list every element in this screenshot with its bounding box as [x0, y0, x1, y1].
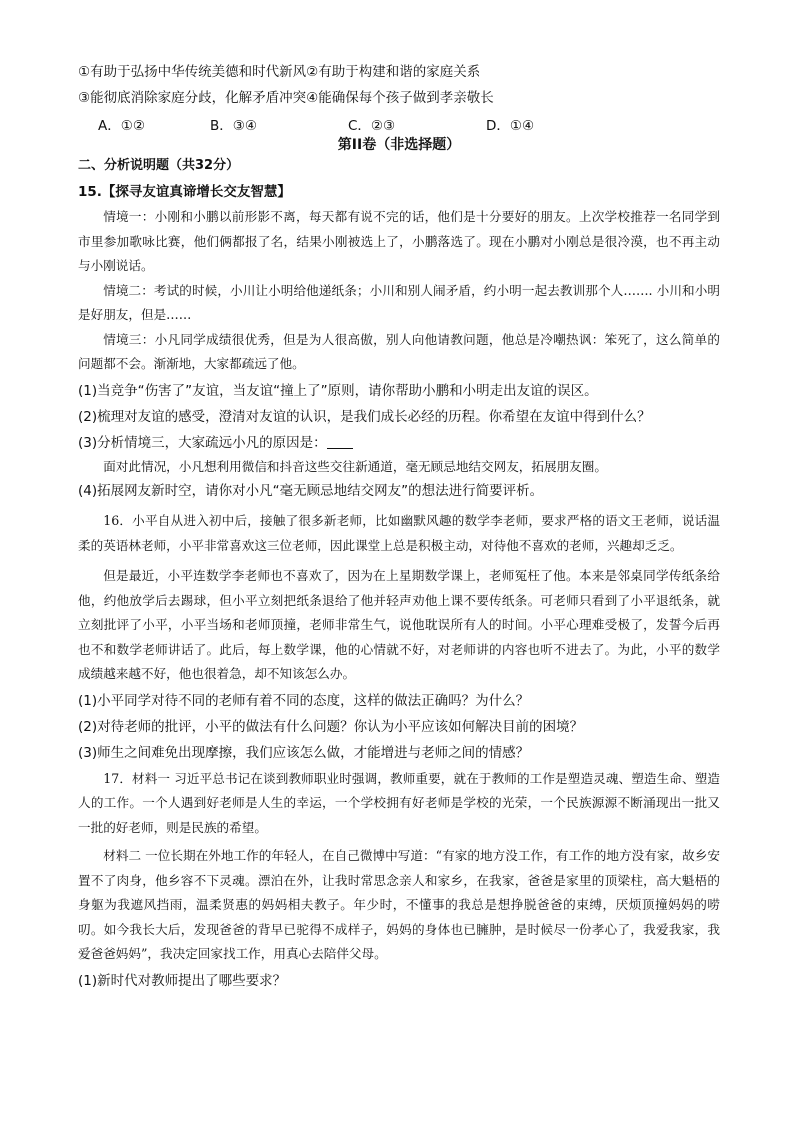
- choice-c: C．②③: [348, 118, 396, 134]
- q15-title: 15.【探寻友谊真谛增长交友智慧】: [78, 184, 291, 200]
- choice-a: A．①②: [98, 118, 145, 134]
- option-statements-line-2: ③能彻底消除家庭分歧，化解矛盾冲突④能确保每个孩子做到孝亲敬长: [78, 90, 494, 106]
- exam-page: [78, 62, 720, 991]
- q15-scene-3: 情境三：小凡同学成绩很优秀，但是为人很高傲，别人向他请教问题，他总是冷嘲热讽：笨死了，这么简单的问题都不会。渐渐地，大家都疏远了他。: [78, 331, 720, 371]
- q15-sub-3-text: (3)分析情境三，大家疏远小凡的原因是：: [78, 434, 327, 451]
- q15-sub-4: (4)拓展网友新时空，请你对小凡“毫无顾忌地结交网友”的想法进行简要评析。: [78, 483, 544, 499]
- section-title: 二、分析说明题（共32分）: [78, 158, 240, 173]
- q15-sub-3: [78, 433, 720, 453]
- option-statements-line-1: ①有助于弘扬中华传统美德和时代新风②有助于构建和谐的家庭关系: [78, 64, 481, 80]
- q17-material-1: 17．材料一 习近平总书记在谈到教师职业时强调，教师重要，就在于教师的工作是塑造灵魂、塑造生命、塑造人的工作。一个人遇到好老师是人生的幸运，一个学校拥有好老师是学校的光荣，一个民族源源不断涌现出一批又一批的好老师，则是民族的希望。: [78, 770, 720, 835]
- q16-sub-2: (2)对待老师的批评，小平的做法有什么问题？你认为小平应该如何解决目前的困境？: [78, 718, 584, 735]
- answer-blank[interactable]: [327, 434, 353, 449]
- volume-title: 第II卷（非选择题）: [337, 137, 461, 153]
- q16-paragraph-1: 16．小平自从进入初中后，接触了很多新老师，比如幽默风趣的数学李老师，要求严格的语文王老师，说话温柔的英语林老师，小平非常喜欢这三位老师，因此课堂上总是积极主动，对待他不喜欢的老师，兴趣却乏乏。: [78, 513, 720, 553]
- q17-sub-1: (1)新时代对教师提出了哪些要求？: [78, 972, 287, 989]
- q15-sub-2: (2)梳理对友谊的感受，澄清对友谊的认识，是我们成长必经的历程。你希望在友谊中得到什么？: [78, 408, 651, 425]
- choice-d: D．①④: [486, 118, 535, 134]
- q15-scene-1: 情境一：小刚和小鹏以前形影不离，每天都有说不完的话，他们是十分要好的朋友。上次学校推荐一名同学到市里参加歌咏比赛，他们俩都报了名，结果小刚被选上了，小鹏落选了。现在小鹏对小刚总是很冷漠，也不再主动与小刚说话。: [78, 209, 720, 273]
- q16-paragraph-2: 但是最近，小平连数学李老师也不喜欢了，因为在上星期数学课上，老师冤枉了他。本来是邻桌同学传纸条给他，约他放学后去踢球，但小平立刻把纸条退给了他并轻声劝他上课不要传纸条。可老师只看到了小平退纸条，就立刻批评了小平，小平当场和老师顶撞，老师非常生气，说他耽误所有人的时间。小平心理难受极了，发誓今后再也不和数学老师讲话了。此后，每上数学课，他的心情就不好，对老师讲的内容也听不进去了。为此，小平的数学成绩越来越不好，他也很着急，却不知该怎么办。: [78, 568, 720, 681]
- choice-b: B．③④: [210, 118, 257, 134]
- q15-note: 面对此情况，小凡想利用微信和抖音这些交往新通道，毫无顾忌地结交网友，拓展朋友圈。: [103, 458, 607, 474]
- q15-scene-2: 情境二：考试的时候，小川让小明给他递纸条；小川和别人闹矛盾，约小明一起去教训那个人……. 小川和小明是好朋友，但是……: [78, 282, 720, 322]
- q16-sub-1: (1)小平同学对待不同的老师有着不同的态度，这样的做法正确吗？为什么？: [78, 692, 530, 709]
- q15-sub-1: (1)当竞争“伤害了”友谊，当友谊“撞上了”原则，请你帮助小鹏和小明走出友谊的误区。: [78, 382, 598, 399]
- q17-material-2: 材料二 一位长期在外地工作的年轻人，在自己微博中写道：“有家的地方没工作，有工作的地方没有家，故乡安置不了肉身，他乡容不下灵魂。漂泊在外，让我时常思念亲人和家乡，在我家，爸爸是家里的顶梁柱，高大魁梧的身躯为我遮风挡雨，温柔贤惠的妈妈相夫教子。年少时，不懂事的我总是想挣脱爸爸的束缚，厌烦顶撞妈妈的唠叨。如今我长大后，发现爸爸的背早已驼得不成样子，妈妈的身体也已臃肿，是时候尽一份孝心了，我爱我家，我爱爸爸妈妈”，我决定回家找工作，用真心去陪伴父母。: [78, 848, 720, 961]
- answer-choices: [78, 116, 720, 136]
- q16-sub-3: (3)师生之间难免出现摩擦，我们应该怎么做，才能增进与老师之间的情感？: [78, 744, 530, 761]
